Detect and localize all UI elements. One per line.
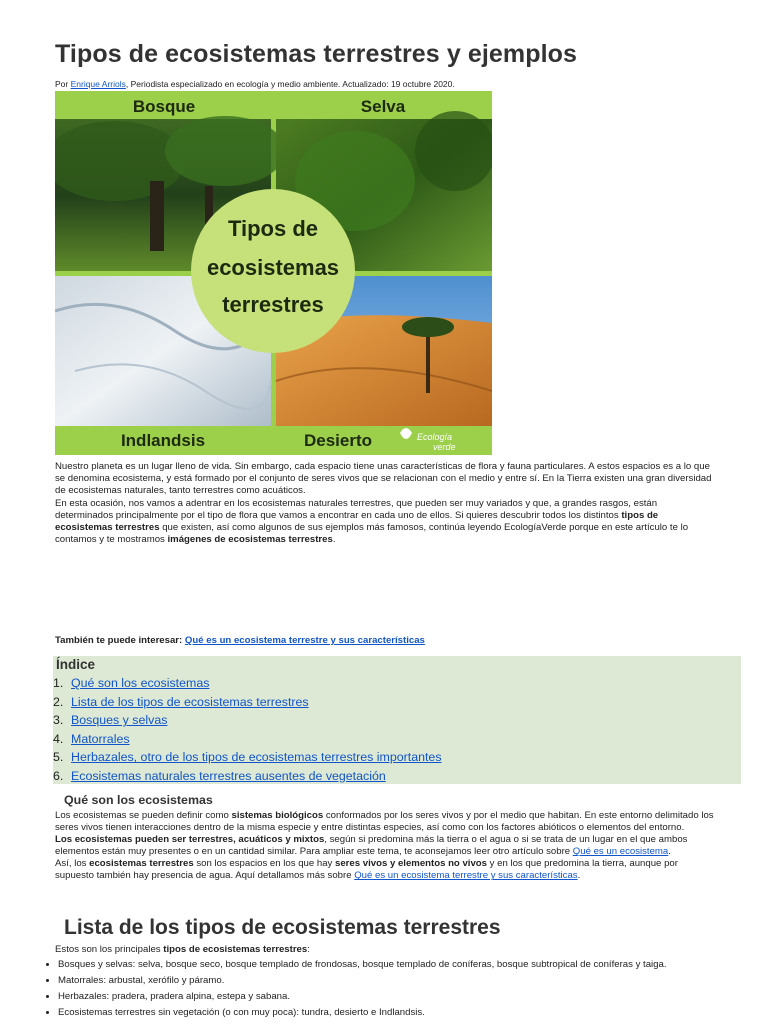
byline-prefix: Por	[55, 79, 71, 89]
related-article	[55, 635, 425, 646]
text-run: Así, los	[55, 858, 90, 870]
section1-paragraph	[55, 858, 715, 882]
intro-p2-text: que existen, así como algunos de sus ejemplos más famosos, continúa leyendo EcologíaVerde porque en este artículo te lo contamos y te mostramos	[55, 522, 689, 546]
text-run: y en los que predomina la tierra, aunque por supuesto también hay presencia de agua. Aquí detallamos más sobre	[55, 858, 678, 882]
logo-line1: Ecología	[417, 432, 453, 442]
related-link[interactable]: Qué es un ecosistema terrestre y sus características	[184, 635, 425, 646]
toc-item	[53, 674, 442, 693]
related-label: También te puede interesar:	[55, 635, 185, 646]
text-run: .	[577, 870, 581, 882]
list-item: • Herbazales: pradera, pradera alpina, estepa y sabana.	[58, 991, 738, 1003]
text-run: son los espacios en los que hay	[193, 858, 336, 870]
toc-num: 3.	[53, 713, 64, 728]
section1-paragraph	[55, 834, 715, 858]
text-run: Los ecosistemas se pueden definir como	[55, 810, 232, 821]
text-run: , según si predomina más la tierra o el agua o si se trata de un lugar en el que ambos elementos están muy presentes o en un cantidad similar. Para ampliar este tema, te aconsejamos leer otro artículo sobre	[55, 834, 688, 858]
intro-paragraph-1: Nuestro planeta es un lugar lleno de vida. Sin embargo, cada espacio tiene unas características de flora y fauna particulares. A estos espacios es a lo que se denomina ecosistema, y está formado por el conjunto de seres vivos que se relacionan con el medio y entre sí. En la Tierra existen una gran diversidad de ecosistemas naturales, tanto terrestres como acuáticos.	[55, 461, 712, 497]
intro-p2-bold: imágenes de ecosistemas terrestres	[167, 534, 333, 546]
inline-link-ecosistema-terrestre[interactable]: Qué es un ecosistema terrestre y sus características	[354, 870, 578, 882]
hero-label-indlandsis: Indlandsis	[120, 431, 206, 450]
logo-line2: verde	[433, 442, 456, 452]
toc-num: 5.	[53, 750, 64, 765]
intro-paragraph-2	[55, 498, 715, 547]
intro-p2-bold: tipos de ecosistemas terrestres	[55, 509, 659, 534]
inline-link-que-es-ecosistema[interactable]: Qué es un ecosistema	[572, 846, 669, 858]
section2-lead	[55, 944, 310, 955]
bold-run: seres vivos y elementos no vivos	[335, 858, 487, 870]
text-run: conformados por los seres vivos y por el medio que habitan. En este entorno delimitado los seres vivos tienen interacciones dentro de la misma especie y entre distintas especies, así como con los factores abióticos o elementos del entorno.	[55, 810, 714, 834]
toc-link[interactable]: Lista de los tipos de ecosistemas terrestres	[71, 694, 309, 709]
table-of-contents	[53, 656, 741, 784]
section-heading-lista: Lista de los tipos de ecosistemas terrestres	[64, 916, 501, 939]
toc-link[interactable]: Matorrales	[71, 731, 130, 746]
list-item: • Matorrales: arbustal, xerófilo y páramo.	[58, 975, 738, 987]
ecosystem-types-list	[40, 959, 738, 1023]
hero-image	[55, 91, 492, 455]
intro-text	[55, 461, 715, 546]
bold-run: Los ecosistemas pueden ser terrestres, acuáticos y mixtos	[55, 834, 325, 846]
bold-run: sistemas biológicos	[231, 810, 324, 821]
byline	[55, 79, 455, 89]
toc-item	[53, 748, 442, 767]
toc-num: 1.	[53, 676, 64, 690]
toc-num: 2.	[53, 694, 64, 709]
intro-p2-text: .	[332, 534, 336, 546]
toc-title: Índice	[56, 657, 96, 672]
section1-paragraph	[55, 810, 715, 834]
toc-num: 4.	[53, 731, 64, 746]
list-item: • Ecosistemas terrestres sin vegetación (o con muy poca): tundra, desierto e Indlandsis.	[58, 1007, 738, 1019]
toc-num: 6.	[53, 768, 64, 783]
author-link[interactable]: Enrique Arriols	[70, 79, 126, 89]
hero-label-selva: Selva	[360, 97, 406, 116]
hero-center-line3: terrestres	[222, 292, 324, 317]
toc-link[interactable]: Bosques y selvas	[71, 713, 168, 728]
toc-item	[53, 693, 442, 712]
toc-item	[53, 711, 442, 730]
toc-link[interactable]: Ecosistemas naturales terrestres ausentes de vegetación	[71, 768, 386, 783]
text-run: :	[307, 944, 310, 955]
article-title: Tipos de ecosistemas terrestres y ejemplos	[55, 40, 578, 68]
toc-item	[53, 767, 442, 786]
toc-link[interactable]: Herbazales, otro de los tipos de ecosistemas terrestres importantes	[71, 750, 442, 765]
list-item: • Bosques y selvas: selva, bosque seco, bosque templado de frondosas, bosque templado de coníferas, bosque subtropical de coníferas y taiga.	[58, 959, 738, 971]
section-que-son-body	[55, 810, 715, 883]
bold-run: ecosistemas terrestres	[89, 858, 194, 870]
text-run: .	[668, 846, 671, 858]
byline-suffix: , Periodista especializado en ecología y medio ambiente. Actualizado: 19 octubre 2020.	[125, 79, 455, 89]
toc-item	[53, 730, 442, 749]
hero-label-bosque: Bosque	[132, 97, 196, 116]
intro-p2-text: En esta ocasión, nos vamos a adentrar en los ecosistemas naturales terrestres, que pueden ser muy variados y que, a grandes rasgos, están determinados principalmente por el tipo de flora que vamos a encontrar en cada uno de ellos. Si quieres descubrir todos los distintos	[55, 497, 658, 521]
toc-link[interactable]: Qué son los ecosistemas	[71, 676, 210, 690]
toc-list	[53, 674, 442, 786]
hero-label-desierto: Desierto	[303, 431, 373, 450]
section-heading-que-son: Qué son los ecosistemas	[64, 793, 213, 807]
hero-center-line2: ecosistemas	[206, 255, 340, 280]
text-run: Estos son los principales	[55, 944, 164, 955]
hero-center-line1: Tipos de	[227, 216, 319, 241]
bold-run: tipos de ecosistemas terrestres	[163, 944, 308, 955]
